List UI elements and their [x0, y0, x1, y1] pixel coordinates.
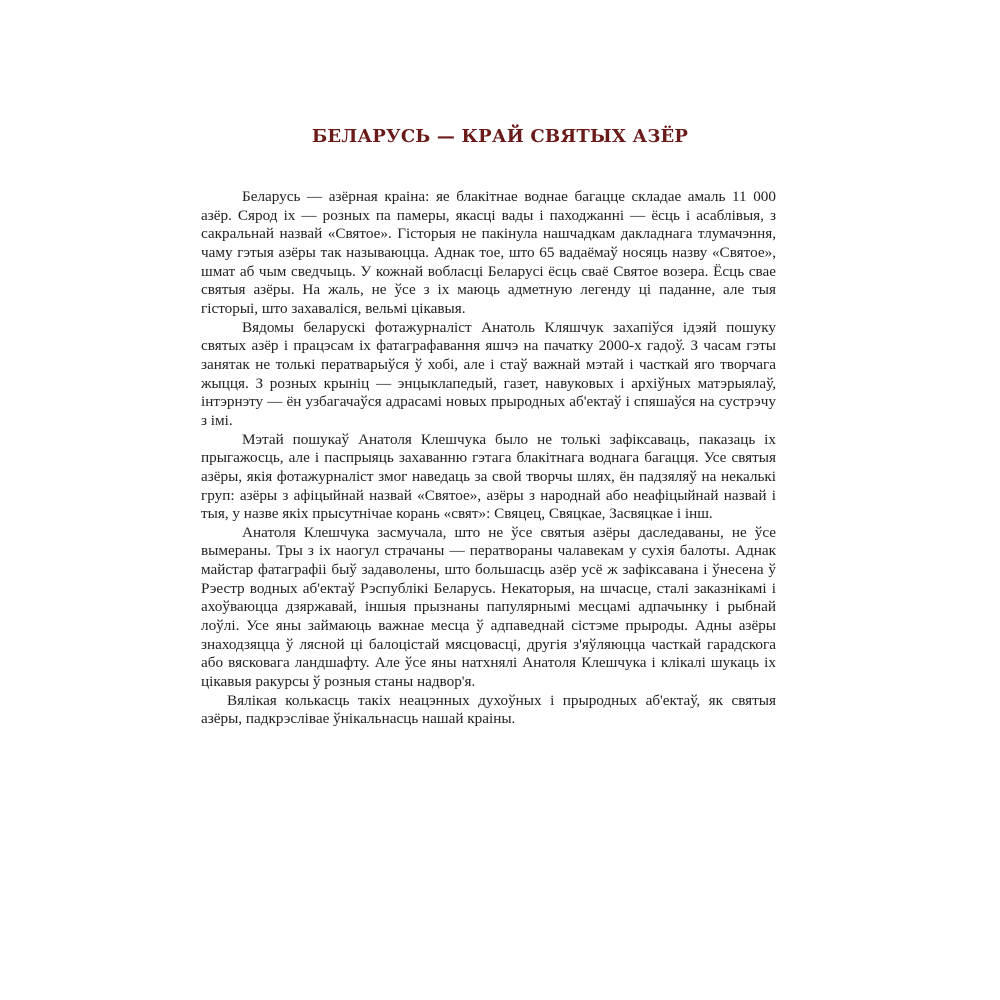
article-body	[201, 188, 776, 729]
page-title: БЕЛАРУСЬ — КРАЙ СВЯТЫХ АЗЁР	[311, 126, 689, 147]
paragraph-search-goals: Мэтай пошукаў Анатоля Клешчука было не толькі зафіксаваць, паказаць іх прыгажосць, але і паспрыяць захаванню гэтага блакітнага воднага багацця. Усе святыя азёры, якія фотажурналіст змог наведаць за свой творчы шлях, ён падзяляў на некалькі груп: азёры з афіцыйнай назвай «Святое», азёры з народнай або неафіцыйнай назвай і тыя, у назве якіх прысутнічае корань «свят»: Свяцец, Свяцкае, Засвяцкае і інш.	[201, 430, 776, 523]
paragraph-intro: Беларусь — азёрная краіна: яе блакітнае воднае багацце складае амаль 11 000 азёр. Сярод іх — розных па памеры, якасці вады і паходжанні — ёсць і асаблівыя, з сакральнай назвай «Святое». Гісторыя не пакінула нашчадкам дакладнага тлумачэння, чаму гэтыя азёры так называюцца. Аднак тое, што 65 вадаёмаў носяць назву «Святое», шмат аб чым сведчыць. У кожнай вобласці Беларусі ёсць сваё Святое возера. Ёсць свае святыя азёры. На жаль, не ўсе з іх маюць адметную легенду ці паданне, але тыя гісторыі, што захаваліся, вельмі цікавыя.	[201, 188, 776, 317]
paragraph-preservation: Анатоля Клешчука засмучала, што не ўсе святыя азёры даследаваны, не ўсе вымераны. Тры з іх наогул страчаны — ператвораны чалавекам у сухія балоты. Аднак майстар фатаграфіі быў задаволены, што большасць азёр усё ж зафіксавана і ўнесена ў Рэестр водных аб'ектаў Рэспублікі Беларусь. Некаторыя, на шчасце, сталі заказнікамі і ахоўваюцца дзяржавай, іншыя прызнаны папулярнымі месцамі адпачынку і рыбнай лоўлі. Усе яны займаюць важнае месца ў адпаведнай сістэме прыроды. Адны азёры знаходзяцца ў лясной ці балоцістай мясцовасці, другія з'яўляюцца часткай гарадскога або вясковага ландшафту. Але ўсе яны натхнялі Анатоля Клешчука і клікалі шукаць іх цікавыя ракурсы ў розныя станы надвор'я.	[201, 523, 776, 691]
paragraph-photojournalist: Вядомы беларускі фотажурналіст Анатоль Кляшчук захапіўся ідэяй пошуку святых азёр і працэсам іх фатаграфавання яшчэ на пачатку 2000-х гадоў. З часам гэты занятак не толькі ператварыўся ў хобі, але і стаў важнай мэтай і часткай яго творчага жыцця. З розных крыніц — энцыклапедый, газет, навуковых і архіўных матэрыялаў, інтэрнэту — ён узбагачаўся адрасамі новых прыродных аб'ектаў і спяшаўся на сустрэчу з імі.	[201, 318, 776, 429]
paragraph-conclusion: Вялікая колькасць такіх неацэнных духоўных і прыродных аб'ектаў, як святыя азёры, падкрэслівае ўнікальнасць нашай краіны.	[201, 691, 776, 728]
